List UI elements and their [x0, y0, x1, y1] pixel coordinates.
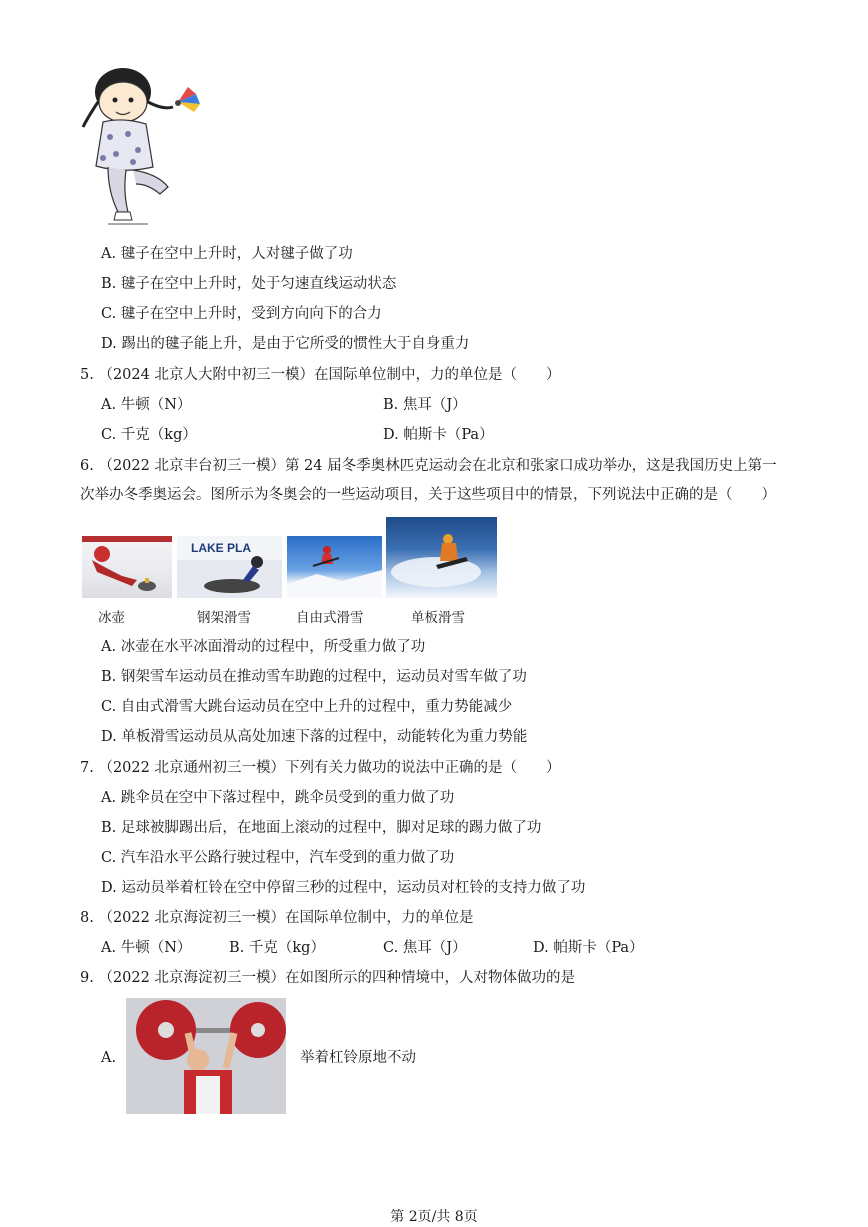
q5-option-a: A. 牛顿（N）: [101, 397, 192, 413]
q8-option-b: B. 千克（kg）: [229, 940, 325, 956]
q6-stem-line1: 6. （2022 北京丰台初三一模）第 24 届冬季奥林匹克运动会在北京和张家口成功举办，这是我国历史上第一: [80, 458, 777, 474]
q7-option-a: A. 跳伞员在空中下落过程中，跳伞员受到的重力做了功: [101, 790, 455, 806]
q7-option-b: B. 足球被脚踢出后，在地面上滚动的过程中，脚对足球的踢力做了功: [101, 820, 542, 836]
q4-option-b: B. 毽子在空中上升时，处于匀速直线运动状态: [101, 276, 397, 292]
snowboard-photo: [386, 517, 497, 598]
caption-freestyle-skiing: 自由式滑雪: [296, 610, 364, 626]
caption-curling: 冰壶: [98, 610, 125, 626]
q8-option-c: C. 焦耳（J）: [383, 940, 467, 956]
q6-option-d: D. 单板滑雪运动员从高处加速下落的过程中，动能转化为重力势能: [101, 729, 528, 745]
q5-option-d: D. 帕斯卡（Pa）: [383, 427, 494, 443]
shuttlecock-kid-illustration: [78, 62, 213, 230]
q8-option-a: A. 牛顿（N）: [101, 940, 192, 956]
q8-stem: 8. （2022 北京海淀初三一模）在国际单位制中，力的单位是: [80, 910, 474, 926]
caption-skeleton: 钢架滑雪: [197, 610, 251, 626]
weightlifter-photo: [126, 998, 286, 1114]
freestyle-ski-photo: [287, 536, 382, 598]
q7-stem: 7. （2022 北京通州初三一模）下列有关力做功的说法中正确的是（ ）: [80, 760, 561, 776]
page-number: 第 2页/共 8页: [390, 1209, 478, 1225]
q5-option-b: B. 焦耳（J）: [383, 397, 467, 413]
q7-option-d: D. 运动员举着杠铃在空中停留三秒的过程中，运动员对杠铃的支持力做了功: [101, 880, 586, 896]
skeleton-photo: [177, 536, 282, 598]
lake-placid-sign-text: LAKE PLA: [191, 541, 251, 555]
q9-option-a-letter: A.: [101, 1050, 117, 1066]
q4-option-c: C. 毽子在空中上升时，受到方向向下的合力: [101, 306, 382, 322]
q6-option-c: C. 自由式滑雪大跳台运动员在空中上升的过程中，重力势能减少: [101, 699, 513, 715]
q7-option-c: C. 汽车沿水平公路行驶过程中，汽车受到的重力做了功: [101, 850, 455, 866]
curling-photo: [82, 536, 172, 598]
q5-stem: 5. （2024 北京人大附中初三一模）在国际单位制中，力的单位是（ ）: [80, 367, 561, 383]
q4-option-d: D. 踢出的毽子能上升，是由于它所受的惯性大于自身重力: [101, 336, 470, 352]
q4-option-a: A. 毽子在空中上升时，人对毽子做了功: [101, 246, 353, 262]
q9-option-a-text: 举着杠铃原地不动: [300, 1050, 416, 1066]
q8-option-d: D. 帕斯卡（Pa）: [533, 940, 644, 956]
q6-stem-line2: 次举办冬季奥运会。图所示为冬奥会的一些运动项目，关于这些项目中的情景，下列说法中正确的是（ ）: [80, 487, 776, 503]
q6-option-a: A. 冰壶在水平冰面滑动的过程中，所受重力做了功: [101, 639, 426, 655]
q9-stem: 9. （2022 北京海淀初三一模）在如图所示的四种情境中，人对物体做功的是: [80, 970, 575, 986]
q5-option-c: C. 千克（kg）: [101, 427, 197, 443]
q6-option-b: B. 钢架雪车运动员在推动雪车助跑的过程中，运动员对雪车做了功: [101, 669, 527, 685]
caption-snowboard: 单板滑雪: [411, 610, 465, 626]
